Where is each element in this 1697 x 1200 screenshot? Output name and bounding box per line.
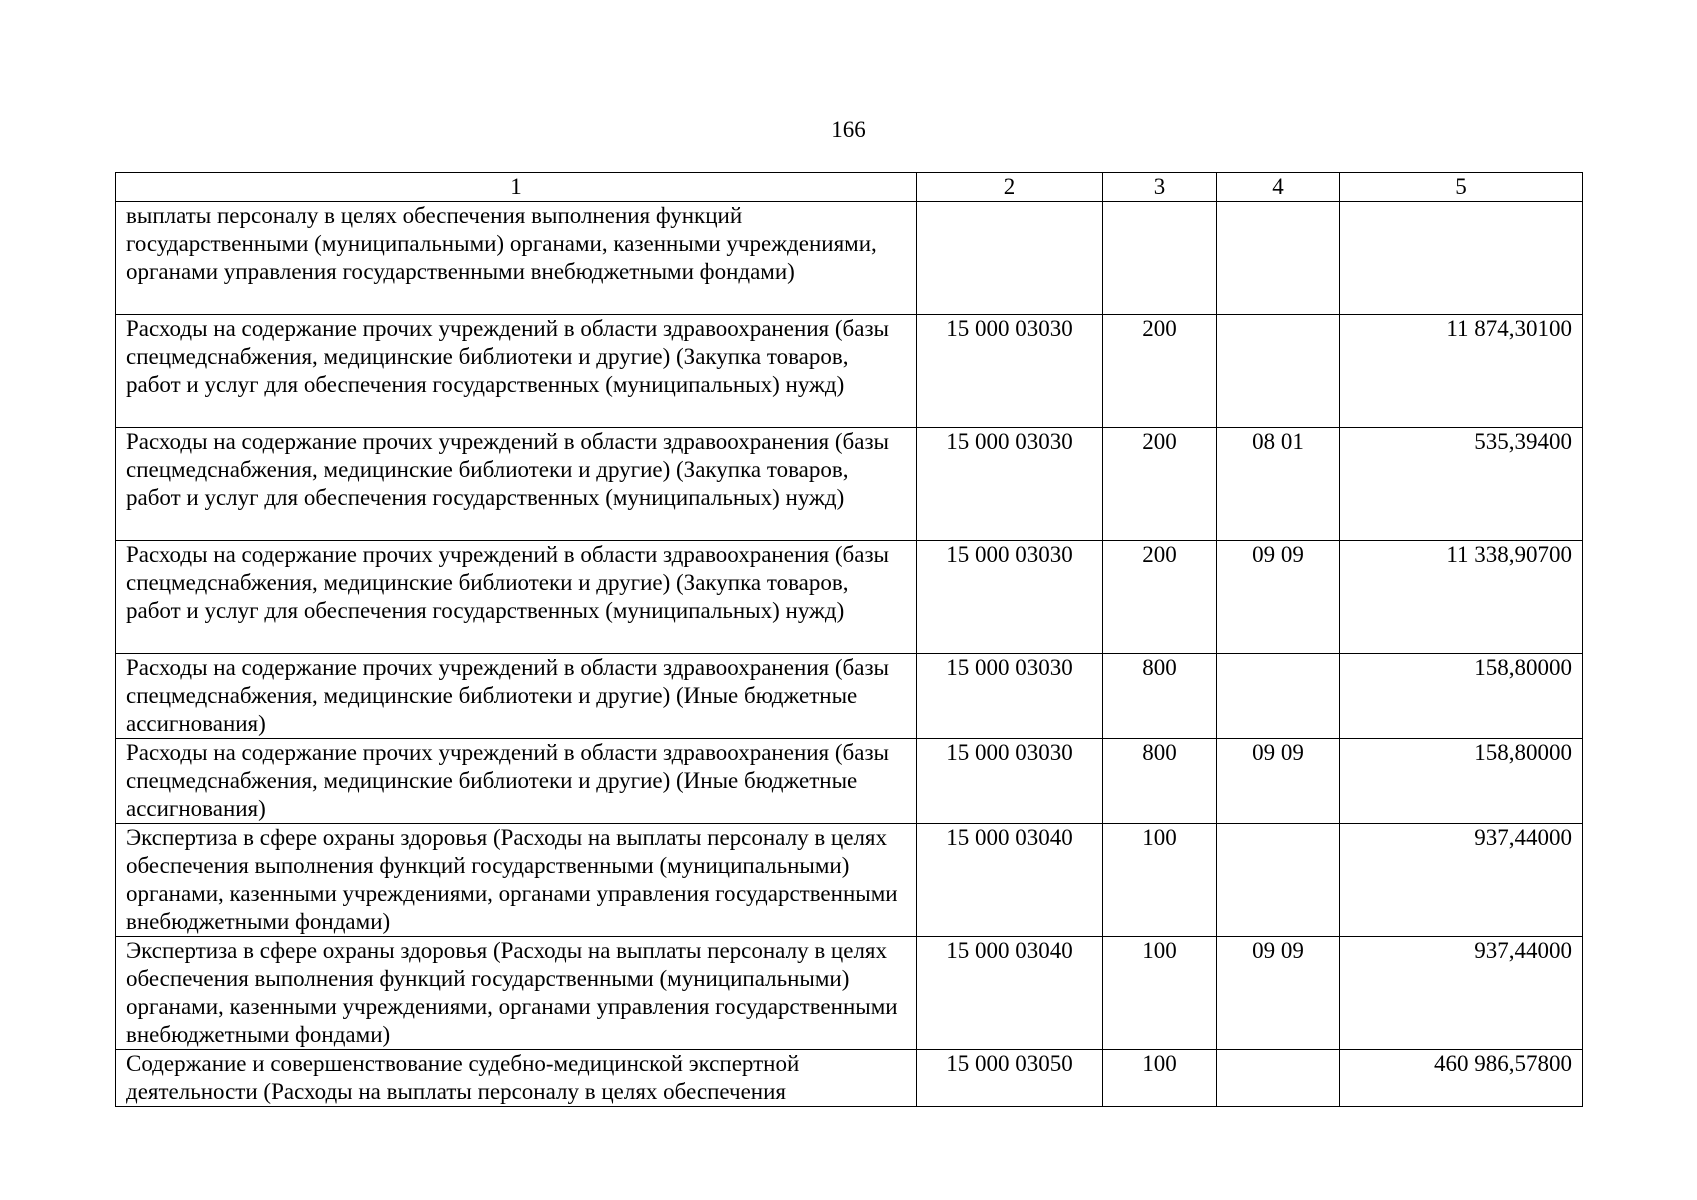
row-code: 15 000 03050	[917, 1050, 1103, 1107]
row-section	[1217, 315, 1340, 428]
row-code: 15 000 03030	[917, 428, 1103, 541]
row-name: Расходы на содержание прочих учреждений в области здравоохранения (базы спецмедснабжения, медицинские библиотеки и другие) (Закупка товаров, работ и услуг для обеспечения государственных (муниципальных) нужд)	[116, 315, 917, 428]
column-header-4: 4	[1217, 173, 1340, 202]
row-name: Расходы на содержание прочих учреждений в области здравоохранения (базы спецмедснабжения, медицинские библиотеки и другие) (Закупка товаров, работ и услуг для обеспечения государственных (муниципальных) нужд)	[116, 428, 917, 541]
row-code: 15 000 03040	[917, 824, 1103, 937]
row-section	[1217, 1050, 1340, 1107]
row-amount: 937,44000	[1340, 824, 1583, 937]
row-code: 15 000 03040	[917, 937, 1103, 1050]
row-type: 800	[1103, 654, 1217, 739]
table-row	[116, 739, 1583, 824]
column-header-5: 5	[1340, 173, 1583, 202]
row-amount	[1340, 202, 1583, 315]
row-section	[1217, 202, 1340, 315]
table-row	[116, 937, 1583, 1050]
row-code: 15 000 03030	[917, 315, 1103, 428]
row-amount: 158,80000	[1340, 654, 1583, 739]
table-row	[116, 824, 1583, 937]
row-code: 15 000 03030	[917, 541, 1103, 654]
column-header-1: 1	[116, 173, 917, 202]
table-row	[116, 1050, 1583, 1107]
page-number: 166	[831, 117, 866, 142]
budget-table	[115, 172, 1583, 1107]
row-type: 800	[1103, 739, 1217, 824]
row-amount: 460 986,57800	[1340, 1050, 1583, 1107]
row-section	[1217, 824, 1340, 937]
row-code	[917, 202, 1103, 315]
table-row	[116, 541, 1583, 654]
row-name: выплаты персоналу в целях обеспечения выполнения функций государственными (муниципальными) органами, казенными учреждениями, органами управления государственными внебюджетными фондами)	[116, 202, 917, 315]
row-amount: 11 338,90700	[1340, 541, 1583, 654]
row-amount: 937,44000	[1340, 937, 1583, 1050]
table-row	[116, 654, 1583, 739]
row-type: 200	[1103, 428, 1217, 541]
row-type: 200	[1103, 315, 1217, 428]
row-type: 100	[1103, 1050, 1217, 1107]
column-header-2: 2	[917, 173, 1103, 202]
row-amount: 11 874,30100	[1340, 315, 1583, 428]
table-row	[116, 202, 1583, 315]
table-row	[116, 428, 1583, 541]
table-header-row	[116, 173, 1583, 202]
row-name: Расходы на содержание прочих учреждений в области здравоохранения (базы спецмедснабжения, медицинские библиотеки и другие) (Иные бюджетные ассигнования)	[116, 739, 917, 824]
row-name: Экспертиза в сфере охраны здоровья (Расходы на выплаты персоналу в целях обеспечения выполнения функций государственными (муниципальными) органами, казенными учреждениями, органами управления государственными внебюджетными фондами)	[116, 937, 917, 1050]
row-code: 15 000 03030	[917, 654, 1103, 739]
row-type: 100	[1103, 824, 1217, 937]
row-type	[1103, 202, 1217, 315]
row-section: 09 09	[1217, 937, 1340, 1050]
row-type: 100	[1103, 937, 1217, 1050]
row-type: 200	[1103, 541, 1217, 654]
row-code: 15 000 03030	[917, 739, 1103, 824]
row-section: 09 09	[1217, 541, 1340, 654]
row-amount: 535,39400	[1340, 428, 1583, 541]
row-name: Расходы на содержание прочих учреждений в области здравоохранения (базы спецмедснабжения, медицинские библиотеки и другие) (Закупка товаров, работ и услуг для обеспечения государственных (муниципальных) нужд)	[116, 541, 917, 654]
row-section	[1217, 654, 1340, 739]
row-name: Экспертиза в сфере охраны здоровья (Расходы на выплаты персоналу в целях обеспечения выполнения функций государственными (муниципальными) органами, казенными учреждениями, органами управления государственными внебюджетными фондами)	[116, 824, 917, 937]
row-name: Содержание и совершенствование судебно-медицинской экспертной деятельности (Расходы на выплаты персоналу в целях обеспечения	[116, 1050, 917, 1107]
row-name: Расходы на содержание прочих учреждений в области здравоохранения (базы спецмедснабжения, медицинские библиотеки и другие) (Иные бюджетные ассигнования)	[116, 654, 917, 739]
row-section: 08 01	[1217, 428, 1340, 541]
row-section: 09 09	[1217, 739, 1340, 824]
row-amount: 158,80000	[1340, 739, 1583, 824]
column-header-3: 3	[1103, 173, 1217, 202]
table-row	[116, 315, 1583, 428]
